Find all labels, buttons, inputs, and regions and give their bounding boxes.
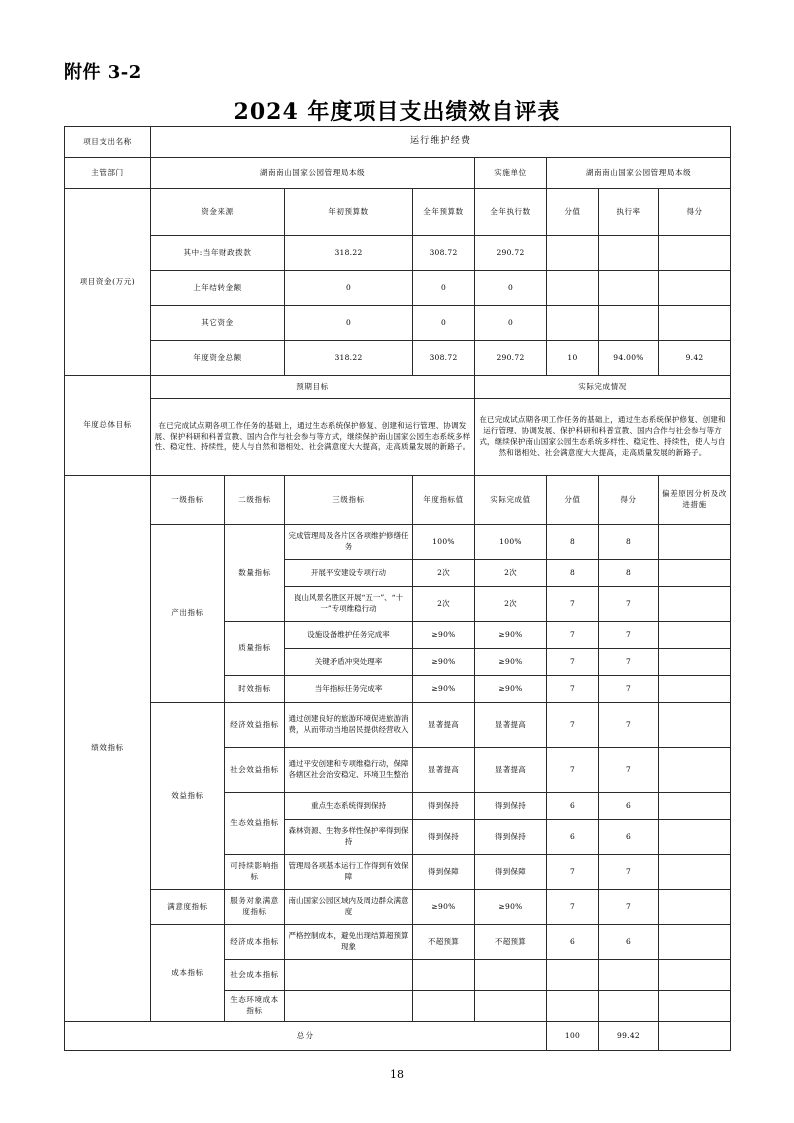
level2-eco-cost: 生态环境成本指标 [225,991,285,1022]
indicator-third-3: 设施设备维护任务完成率 [285,622,413,649]
indicator-third-0: 完成管理局及各片区各项维护修缮任务 [285,525,413,560]
indicator-deviation-3 [659,622,731,649]
level1-benefit: 效益指标 [151,703,225,890]
level2-economic-cost: 经济成本指标 [225,925,285,960]
table-row-indicator-12 [65,925,731,960]
funds-score-value-1 [547,271,599,306]
indicator-score-value-11: 7 [547,890,599,925]
indicator-score-5: 7 [599,676,659,703]
funds-col-score-value: 分值 [547,189,599,236]
indicator-actual-7: 显著提高 [475,748,547,793]
funds-score-value-2 [547,306,599,341]
funds-col-initial-budget: 年初预算数 [285,189,413,236]
indicator-target-2: 2次 [413,587,475,622]
funds-initial-1: 0 [285,271,413,306]
col-target: 年度指标值 [413,476,475,525]
col-level1: 一级指标 [151,476,225,525]
indicator-target-14 [413,991,475,1022]
col-score-value: 分值 [547,476,599,525]
funds-annual-budget-2: 0 [413,306,475,341]
table-row-funds-3 [65,341,731,376]
table-row-indicators-header [65,476,731,525]
indicator-actual-10: 得到保障 [475,855,547,890]
col-deviation: 偏差原因分析及改进措施 [659,476,731,525]
funds-source-1: 上年结转金额 [151,271,285,306]
total-score: 99.42 [599,1022,659,1051]
table-row-indicator-0 [65,525,731,560]
indicator-deviation-14 [659,991,731,1022]
indicator-score-value-10: 7 [547,855,599,890]
indicator-score-value-6: 7 [547,703,599,748]
indicator-target-11: ≥90% [413,890,475,925]
indicator-score-value-14 [547,991,599,1022]
level2-service-satisfaction: 服务对象满意度指标 [225,890,285,925]
indicator-target-6: 显著提高 [413,703,475,748]
indicator-target-1: 2次 [413,560,475,587]
project-name-label: 项目支出名称 [65,127,151,158]
funds-row-label: 项目资金(万元) [65,189,151,376]
indicator-actual-13 [475,960,547,991]
level2-quality: 质量指标 [225,622,285,676]
project-name-value: 运行维护经费 [151,127,731,158]
indicator-deviation-6 [659,703,731,748]
indicator-deviation-13 [659,960,731,991]
col-level2: 二级指标 [225,476,285,525]
goals-actual-label: 实际完成情况 [475,376,731,399]
level1-cost: 成本指标 [151,925,225,1022]
indicator-deviation-10 [659,855,731,890]
page-number: 18 [390,1068,404,1081]
funds-col-score: 得分 [659,189,731,236]
indicator-third-5: 当年指标任务完成率 [285,676,413,703]
indicator-target-3: ≥90% [413,622,475,649]
indicator-target-4: ≥90% [413,649,475,676]
table-row-goals-text [65,399,731,476]
indicator-third-12: 严格控制成本，避免出现结算超预算现象 [285,925,413,960]
indicator-score-2: 7 [599,587,659,622]
total-deviation [659,1022,731,1051]
indicator-target-5: ≥90% [413,676,475,703]
funds-initial-3: 318.22 [285,341,413,376]
indicator-score-13 [599,960,659,991]
table-row-funds-0 [65,236,731,271]
indicator-actual-4: ≥90% [475,649,547,676]
level2-quantity: 数量指标 [225,525,285,622]
level2-ecological-benefit: 生态效益指标 [225,793,285,855]
table-row-goals-header [65,376,731,399]
indicator-score-value-1: 8 [547,560,599,587]
indicator-actual-9: 得到保持 [475,820,547,855]
indicator-deviation-2 [659,587,731,622]
indicator-score-0: 8 [599,525,659,560]
funds-exec-rate-2 [599,306,659,341]
indicator-score-value-12: 6 [547,925,599,960]
total-score-value: 100 [547,1022,599,1051]
indicator-third-2: 崀山风景名胜区开展“五一”、“十一”专项维稳行动 [285,587,413,622]
indicator-actual-14 [475,991,547,1022]
funds-col-exec-rate: 执行率 [599,189,659,236]
funds-exec-rate-3: 94.00% [599,341,659,376]
funds-score-1 [659,271,731,306]
table-row-project-name [65,127,731,158]
level2-economic-benefit: 经济效益指标 [225,703,285,748]
table-row-total [65,1022,731,1051]
funds-annual-budget-1: 0 [413,271,475,306]
indicator-score-value-4: 7 [547,649,599,676]
indicator-deviation-11 [659,890,731,925]
indicator-third-11: 南山国家公园区域内及周边群众满意度 [285,890,413,925]
funds-initial-0: 318.22 [285,236,413,271]
goals-actual-text: 在已完成试点期各项工作任务的基础上，通过生态系统保护修复、创建和运行管理、协调发展、保护科研和科普宣教、国内合作与社会参与等方式，继续保护南山国家公园生态系统多样性、稳定性、持续性，使人与自然和谐相处、社会满意度大大提高，走高质量发展的新路子。 [475,399,731,476]
indicator-score-1: 8 [599,560,659,587]
indicator-actual-12: 不超预算 [475,925,547,960]
total-label: 总分 [65,1022,547,1051]
indicator-third-9: 森林资源、生物多样性保护率得到保持 [285,820,413,855]
funds-annual-budget-0: 308.72 [413,236,475,271]
indicator-third-14 [285,991,413,1022]
level1-satisfaction: 满意度指标 [151,890,225,925]
table-row-indicator-6 [65,703,731,748]
funds-annual-budget-3: 308.72 [413,341,475,376]
funds-score-0 [659,236,731,271]
indicator-deviation-5 [659,676,731,703]
table-row-funds-2 [65,306,731,341]
indicator-target-7: 显著提高 [413,748,475,793]
unit-label: 实施单位 [475,158,547,189]
indicator-score-value-2: 7 [547,587,599,622]
indicator-actual-8: 得到保持 [475,793,547,820]
funds-col-source: 资金来源 [151,189,285,236]
dept-value: 湖南南山国家公园管理局本级 [151,158,475,189]
indicator-target-12: 不超预算 [413,925,475,960]
funds-initial-2: 0 [285,306,413,341]
table-row-indicator-11 [65,890,731,925]
dept-label: 主管部门 [65,158,151,189]
indicator-target-13 [413,960,475,991]
funds-exec-rate-1 [599,271,659,306]
funds-source-2: 其它资金 [151,306,285,341]
goals-row-label: 年度总体目标 [65,376,151,476]
indicator-actual-3: ≥90% [475,622,547,649]
indicator-score-9: 6 [599,820,659,855]
indicator-third-13 [285,960,413,991]
table-row-funds-header [65,189,731,236]
indicator-score-8: 6 [599,793,659,820]
level2-timeliness: 时效指标 [225,676,285,703]
col-actual: 实际完成值 [475,476,547,525]
performance-self-evaluation-table [64,126,731,1051]
indicator-deviation-9 [659,820,731,855]
indicator-score-10: 7 [599,855,659,890]
level2-sustainable: 可持续影响指标 [225,855,285,890]
indicator-score-value-8: 6 [547,793,599,820]
indicator-deviation-8 [659,793,731,820]
indicator-target-9: 得到保持 [413,820,475,855]
goals-expected-label: 预期目标 [151,376,475,399]
indicator-third-8: 重点生态系统得到保持 [285,793,413,820]
table-row-funds-1 [65,271,731,306]
funds-source-3: 年度资金总额 [151,341,285,376]
indicator-score-value-7: 7 [547,748,599,793]
funds-annual-exec-3: 290.72 [475,341,547,376]
page-title: 2024 年度项目支出绩效自评表 [233,99,561,125]
indicator-third-1: 开展平安建设专项行动 [285,560,413,587]
unit-value: 湖南南山国家公园管理局本级 [547,158,731,189]
indicator-actual-6: 显著提高 [475,703,547,748]
level2-social-benefit: 社会效益指标 [225,748,285,793]
indicator-deviation-7 [659,748,731,793]
indicator-third-4: 关键矛盾冲突处理率 [285,649,413,676]
indicator-deviation-12 [659,925,731,960]
indicator-score-value-0: 8 [547,525,599,560]
indicator-score-value-13 [547,960,599,991]
indicator-actual-0: 100% [475,525,547,560]
indicator-score-12: 6 [599,925,659,960]
indicator-deviation-1 [659,560,731,587]
goals-expected-text: 在已完成试点期各项工作任务的基础上，通过生态系统保护修复、创建和运行管理、协调发展、保护科研和科普宣教、国内合作与社会参与等方式，继续保护南山国家公园生态系统多样性、稳定性、持续性，使人与自然和谐相处、社会满意度大大提高，走高质量发展的新路子。 [151,399,475,476]
indicator-score-11: 7 [599,890,659,925]
funds-source-0: 其中:当年财政拨款 [151,236,285,271]
indicator-target-10: 得到保障 [413,855,475,890]
funds-score-value-3: 10 [547,341,599,376]
level2-social-cost: 社会成本指标 [225,960,285,991]
funds-annual-exec-2: 0 [475,306,547,341]
col-score: 得分 [599,476,659,525]
funds-col-annual-exec: 全年执行数 [475,189,547,236]
indicator-score-7: 7 [599,748,659,793]
funds-annual-exec-0: 290.72 [475,236,547,271]
indicator-score-value-9: 6 [547,820,599,855]
table-row-department [65,158,731,189]
indicator-score-4: 7 [599,649,659,676]
indicator-score-3: 7 [599,622,659,649]
indicator-actual-5: ≥90% [475,676,547,703]
indicator-third-10: 管理局各项基本运行工作得到有效保障 [285,855,413,890]
funds-score-value-0 [547,236,599,271]
indicator-third-6: 通过创建良好的旅游环境促进旅游消费，从而带动当地居民提供经营收入 [285,703,413,748]
indicator-actual-1: 2次 [475,560,547,587]
indicator-target-0: 100% [413,525,475,560]
funds-annual-exec-1: 0 [475,271,547,306]
funds-score-2 [659,306,731,341]
funds-exec-rate-0 [599,236,659,271]
funds-col-annual-budget: 全年预算数 [413,189,475,236]
level1-output: 产出指标 [151,525,225,703]
indicator-score-value-3: 7 [547,622,599,649]
indicators-row-label: 绩效指标 [65,476,151,1022]
attachment-label: 附件 3-2 [64,62,142,83]
indicator-target-8: 得到保持 [413,793,475,820]
indicator-deviation-4 [659,649,731,676]
col-level3: 三级指标 [285,476,413,525]
indicator-score-value-5: 7 [547,676,599,703]
indicator-deviation-0 [659,525,731,560]
indicator-score-6: 7 [599,703,659,748]
indicator-third-7: 通过平安创建和专项维稳行动，保障各辖区社会治安稳定、环境卫生整治 [285,748,413,793]
indicator-actual-2: 2次 [475,587,547,622]
funds-score-3: 9.42 [659,341,731,376]
indicator-score-14 [599,991,659,1022]
indicator-actual-11: ≥90% [475,890,547,925]
